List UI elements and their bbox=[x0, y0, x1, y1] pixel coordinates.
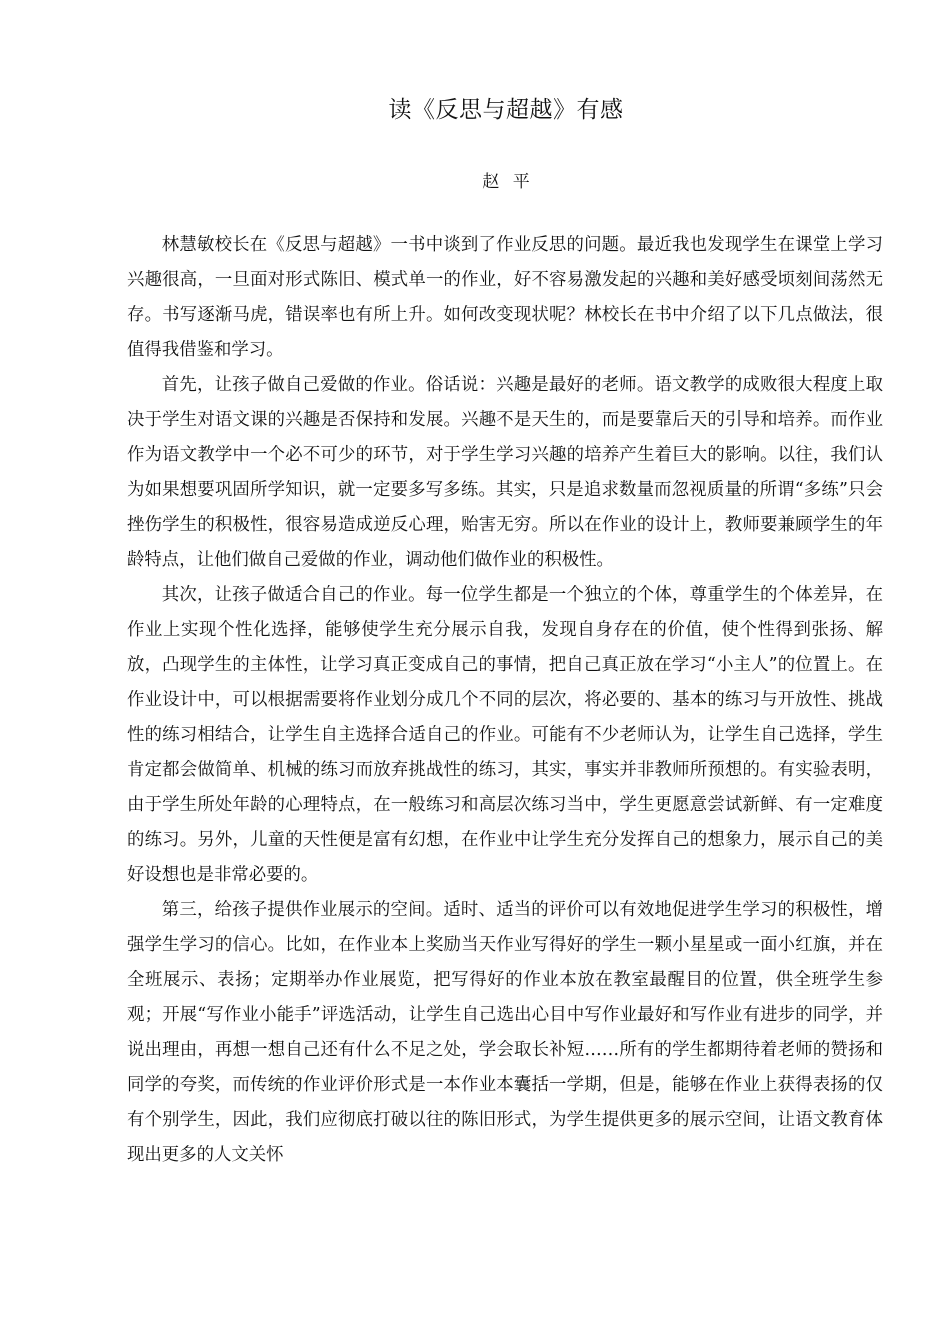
paragraph-4: 第三，给孩子提供作业展示的空间。适时、适当的评价可以有效地促进学生学习的积极性，增强学生学习的信心。比如，在作业本上奖励当天作业写得好的学生一颗小星星或一面小红旗，并在全班展示、表扬；定期举办作业展览，把写得好的作业本放在教室最醒目的位置，供全班学生参观；开展“写作业小能手”评选活动，让学生自己选出心目中写作业最好和写作业有进步的同学，并说出理由，再想一想自己还有什么不足之处，学会取长补短……所有的学生都期待着老师的赞扬和同学的夸奖，而传统的作业评价形式是一本作业本囊括一学期，但是，能够在作业上获得表扬的仅有个别学生，因此，我们应彻底打破以往的陈旧形式，为学生提供更多的展示空间，让语文教育体现出更多的人文关怀 bbox=[127, 900, 883, 1165]
document-body bbox=[127, 228, 883, 1173]
paragraph-3: 其次，让孩子做适合自己的作业。每一位学生都是一个独立的个体，尊重学生的个体差异，在作业上实现个性化选择，能够使学生充分展示自我，发现自身存在的价值，使个性得到张扬、解放，凸现学生的主体性，让学习真正变成自己的事情，把自己真正放在学习“小主人”的位置上。在作业设计中，可以根据需要将作业划分成几个不同的层次，将必要的、基本的练习与开放性、挑战性的练习相结合，让学生自主选择合适自己的作业。可能有不少老师认为，让学生自己选择，学生肯定都会做简单、机械的练习而放弃挑战性的练习，其实，事实并非教师所预想的。有实验表明，由于学生所处年龄的心理特点，在一般练习和高层次练习当中，学生更愿意尝试新鲜、有一定难度的练习。另外，儿童的天性便是富有幻想，在作业中让学生充分发挥自己的想象力，展示自己的美好设想也是非常必要的。 bbox=[127, 585, 883, 885]
document-title: 读《反思与超越》有感 bbox=[388, 97, 624, 123]
paragraph-2: 首先，让孩子做自己爱做的作业。俗话说：兴趣是最好的老师。语文教学的成败很大程度上取决于学生对语文课的兴趣是否保持和发展。兴趣不是天生的，而是要靠后天的引导和培养。而作业作为语文教学中一个必不可少的环节，对于学生学习兴趣的培养产生着巨大的影响。以往，我们认为如果想要巩固所学知识，就一定要多写多练。其实，只是追求数量而忽视质量的所谓“多练”只会挫伤学生的积极性，很容易造成逆反心理，贻害无穷。所以在作业的设计上，教师要兼顾学生的年龄特点，让他们做自己爱做的作业，调动他们做作业的积极性。 bbox=[127, 375, 883, 570]
document-author: 赵 平 bbox=[482, 172, 530, 192]
paragraph-1: 林慧敏校长在《反思与超越》一书中谈到了作业反思的问题。最近我也发现学生在课堂上学习兴趣很高，一旦面对形式陈旧、模式单一的作业，好不容易激发起的兴趣和美好感受顷刻间荡然无存。书写逐渐马虎，错误率也有所上升。如何改变现状呢？林校长在书中介绍了以下几点做法，很值得我借鉴和学习。 bbox=[127, 235, 883, 360]
